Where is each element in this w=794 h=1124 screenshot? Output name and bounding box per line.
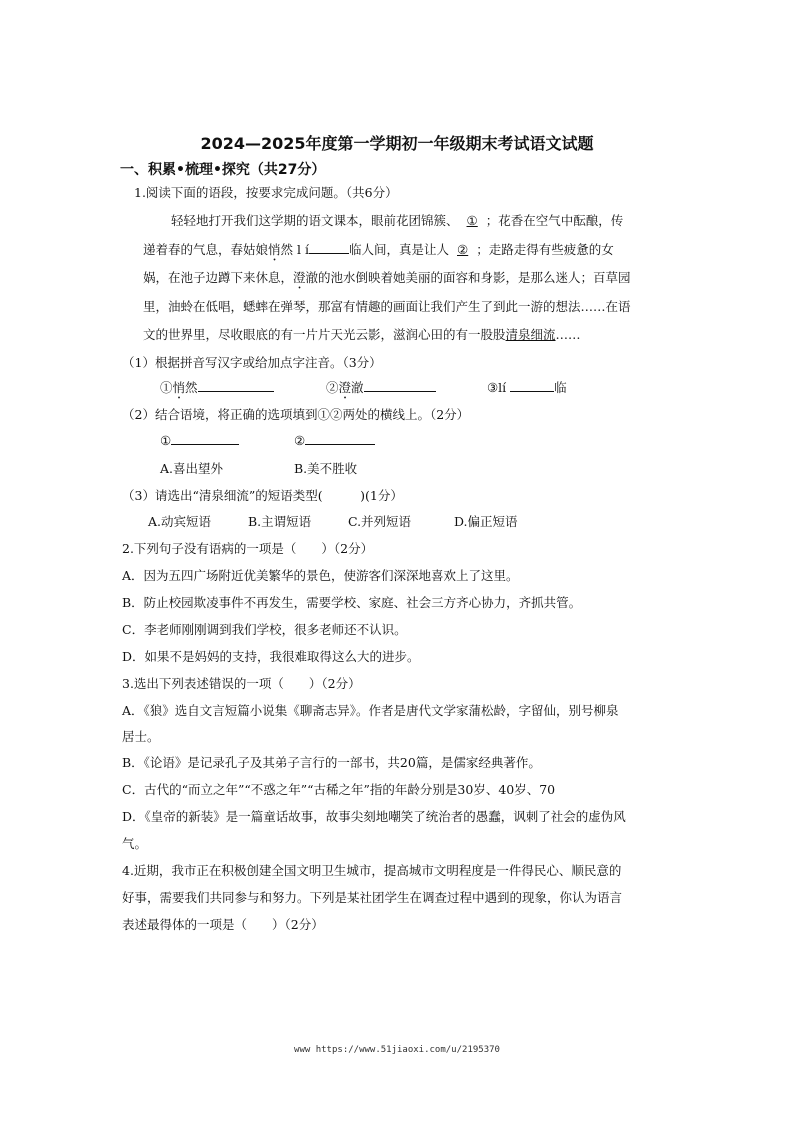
q1-stem: 1.阅读下面的语段，按要求完成问题。（共6分） bbox=[134, 185, 398, 200]
q1-sub1: （1）根据拼音写汉字或给加点字注音。（3分） bbox=[122, 355, 382, 370]
section-heading: 一、积累•梳理•探究（共27分） bbox=[120, 162, 326, 178]
q1-sub2-blanks: ① ② bbox=[160, 432, 375, 448]
answer-blank[interactable] bbox=[171, 432, 239, 445]
q3-option-d: D．《皇帝的新装》是一篇童话故事，故事尖刻地嘲笑了统治者的愚蠢，讽刺了社会的虚伪风 bbox=[122, 809, 626, 824]
q3-option-d-cont: 气。 bbox=[122, 836, 148, 851]
q2-option-b: B．防止校园欺凌事件不再发生，需要学校、家庭、社会三方齐心协力，齐抓共管。 bbox=[122, 595, 582, 610]
q2-stem: 2.下列句子没有语病的一项是（ ）（2分） bbox=[122, 541, 374, 556]
q2-option-d: D．如果不是妈妈的支持，我很难取得这么大的进步。 bbox=[122, 649, 420, 664]
answer-blank[interactable] bbox=[305, 432, 375, 445]
q4-stem-line-3: 表述最得体的一项是（ ）（2分） bbox=[122, 917, 324, 932]
q4-stem-line-1: 4.近期，我市正在积极创建全国文明卫生城市，提高城市文明程度是一件得民心、顺民意的 bbox=[122, 863, 622, 878]
q3-option-a-cont: 居士。 bbox=[122, 729, 160, 744]
page-title: 2024—2025年度第一学期初一年级期末考试语文试题 bbox=[200, 134, 594, 153]
sub1-item-b: ②澄澈 bbox=[326, 378, 483, 402]
sub1-item-a: ①悄然 bbox=[160, 378, 322, 402]
q3-option-c: C．古代的“而立之年”“不惑之年”“古稀之年”指的年龄分别是30岁、40岁、70 bbox=[122, 782, 556, 797]
q1-sub2: （2）结合语境，将正确的选项填到①②两处的横线上。（2分） bbox=[122, 407, 470, 422]
answer-blank[interactable] bbox=[198, 379, 274, 392]
answer-blank[interactable] bbox=[364, 379, 436, 392]
sub1-item-c: ③lí 临 bbox=[486, 380, 567, 395]
q3-option-a: A．《狼》选自文言短篇小说集《聊斋志异》。作者是唐代文学家蒲松龄，字留仙，别号柳泉 bbox=[122, 703, 619, 718]
q1-sub3-options: A.动宾短语 B.主谓短语 C.并列短语 D.偏正短语 bbox=[148, 514, 518, 529]
q2-option-a: A．因为五四广场附近优美繁华的景色，使游客们深深地喜欢上了这里。 bbox=[122, 568, 519, 583]
blank-2: ② bbox=[457, 242, 469, 257]
footer-watermark[interactable]: www https://www.51jiaoxi.com/u/2195370 bbox=[294, 1045, 500, 1055]
q4-stem-line-2: 好事，需要我们共同参与和努力。下列是某社团学生在调查过程中遇到的现象，你认为语言 bbox=[122, 890, 623, 905]
q1-sub1-items bbox=[160, 378, 567, 402]
passage-line-5: 文的世界里，尽收眼底的有一片片天光云影，滋润心田的有一股股清泉细流…… bbox=[143, 327, 581, 342]
q3-option-b: B．《论语》是记录孔子及其弟子言行的一部书，共20篇，是儒家经典著作。 bbox=[122, 755, 541, 770]
q2-option-c: C．李老师刚刚调到我们学校，很多老师还不认识。 bbox=[122, 622, 407, 637]
passage-line-2: 递着春的气息，春姑娘悄然 l í 临人间，真是让人 ② ；走路走得有些疲惫的女 bbox=[143, 242, 614, 257]
q1-sub3: （3）请选出“清泉细流”的短语类型( )(1分） bbox=[122, 488, 403, 503]
q1-sub2-options: A.喜出望外 B.美不胜收 bbox=[160, 461, 358, 476]
answer-blank[interactable] bbox=[510, 379, 554, 392]
pinyin-blank bbox=[309, 241, 349, 254]
passage-line-1: 轻轻地打开我们这学期的语文课本，眼前花团锦簇、 ① ；花香在空气中酝酿，传 bbox=[171, 213, 624, 228]
passage-line-3: 娲，在池子边蹲下来休息，澄澈的池水倒映着她美丽的面容和身影，是那么迷人；百草园 bbox=[143, 270, 631, 285]
blank-1: ① bbox=[466, 213, 478, 228]
q3-stem: 3.选出下列表述错误的一项（ ）（2分） bbox=[122, 676, 361, 691]
passage-line-4: 里，油蛉在低唱，蟋蟀在弹琴，那富有情趣的画面让我们产生了到此一游的想法……在语 bbox=[143, 299, 631, 314]
